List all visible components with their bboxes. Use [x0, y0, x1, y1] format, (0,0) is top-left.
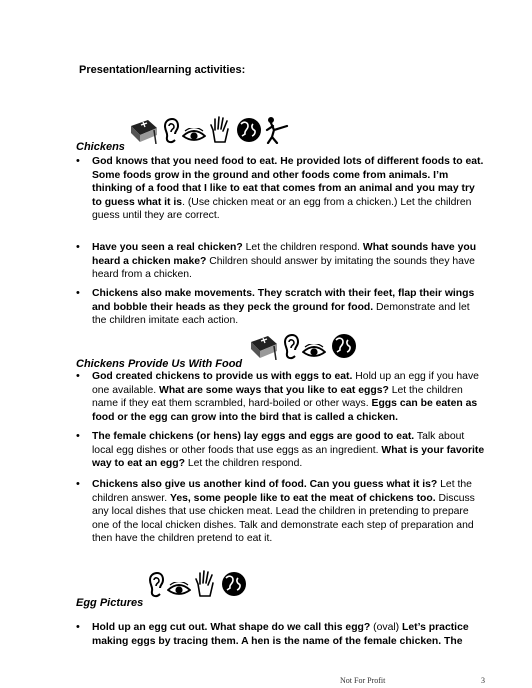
eye-icon	[182, 128, 206, 144]
hand-icon	[209, 116, 231, 144]
ear-icon	[148, 572, 164, 598]
section-icons-food	[248, 332, 357, 360]
bullet-text: Chickens also make movements. They scratch with their feet, flap their wings and bobble their heads as they peck the ground for food. Demonstrate and let the children imitate each action.	[92, 288, 475, 326]
bullet-icon: •	[76, 370, 80, 382]
heads-icon	[219, 570, 247, 598]
bullet-icon: •	[76, 155, 80, 167]
hand-icon	[194, 570, 216, 598]
bullet-text: Hold up an egg cut out. What shape do we call this egg? (oval) Let’s practice making eggs by tracing them. A hen is the name of the female chicken. The	[92, 622, 469, 647]
bullet-icon: •	[76, 287, 80, 299]
footer-note: Not For Profit	[340, 676, 386, 685]
list-item	[76, 430, 486, 471]
bullet-text: Have you seen a real chicken? Let the children respond. What sounds have you heard a chicken make? Children should answer by imitating the sounds they have heard from a chicken.	[92, 242, 477, 280]
bullet-text: God knows that you need food to eat. He provided lots of different foods to eat. Some foods grow in the ground and other foods come from animals. I’m thinking of a food that I like to eat that comes from an animal and you may try to guess what it is. (Use chicken meat or an egg from a chicken.) Let the children guess until they are correct.	[92, 156, 484, 221]
bullet-text: Chickens also give us another kind of food. Can you guess what it is? Let the children answer. Yes, some people like to eat the meat of chickens too. Discuss any local dishes that use chicken meat. Lead the children in pretending to prepare one of the local chicken dishes. Talk and demonstrate each step of preparation and then have the children pretend to eat it.	[92, 479, 475, 544]
bullet-icon: •	[76, 621, 80, 633]
list-item	[76, 241, 486, 282]
section-title-chickens-provide-food: Chickens Provide Us With Food	[76, 358, 243, 370]
runner-icon	[265, 116, 289, 144]
section-title-chickens: Chickens	[76, 141, 125, 153]
eye-icon	[302, 344, 326, 360]
list-item	[76, 287, 486, 328]
eye-icon	[167, 582, 191, 598]
bible-icon	[128, 118, 160, 144]
heads-icon	[234, 116, 262, 144]
bullet-icon: •	[76, 430, 80, 442]
bullet-text: God created chickens to provide us with eggs to eat. Hold up an egg if you have one available. What are some ways that you like to eat eggs? Let the children name if they eat them scrambled, hard-boiled or other ways. Eggs can be eaten as food or the egg can grow into the bird that is called a chicken.	[92, 371, 479, 423]
list-item	[76, 621, 486, 648]
ear-icon	[283, 334, 299, 360]
ear-icon	[163, 118, 179, 144]
bible-icon	[248, 334, 280, 360]
list-item	[76, 478, 486, 546]
bullet-icon: •	[76, 478, 80, 490]
list-item	[76, 155, 486, 223]
section-title-egg-pictures: Egg Pictures	[76, 597, 144, 609]
list-item	[76, 370, 486, 424]
section-icons-chickens	[128, 116, 289, 144]
bullet-text: The female chickens (or hens) lay eggs and eggs are good to eat. Talk about local egg dishes or other foods that use eggs as an ingredient. What is your favorite way to eat an egg? Let the children respond.	[92, 431, 485, 469]
bullet-icon: •	[76, 241, 80, 253]
section-icons-egg-pictures	[148, 570, 247, 598]
page-heading: Presentation/learning activities:	[79, 64, 246, 76]
page-number: 3	[481, 676, 485, 685]
heads-icon	[329, 332, 357, 360]
